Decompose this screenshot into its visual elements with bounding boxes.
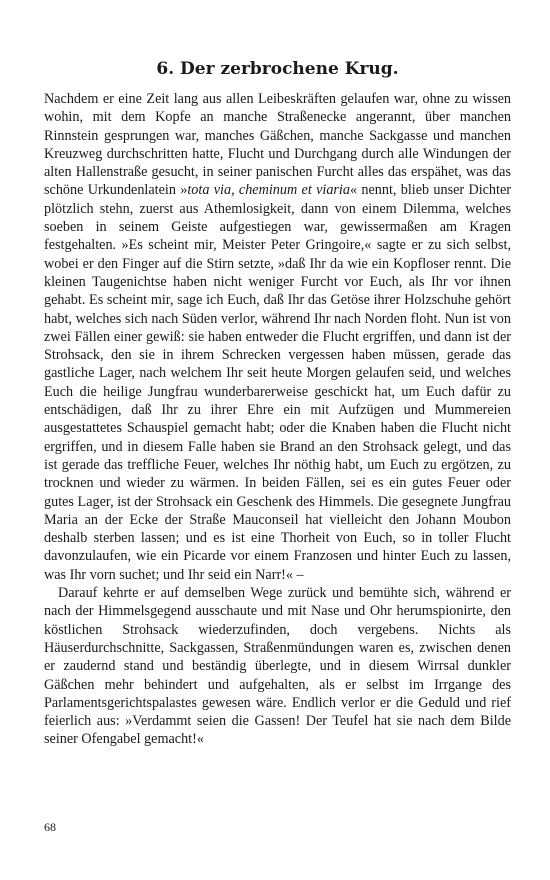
paragraph-1-text-b: « nennt, blieb unser Dichter plötzlich stehn, zuerst aus Athemlosigkeit, dann von einem Dilemma, welches soeben in seinem Geiste aufgestiegen war, gewissermaßen am Kragen festgehalten. »Es scheint mir, Meister Peter Gringoire,« sagte er zu sich selbst, wobei er den Finger auf die Stirn setzte, »daß Ihr da wie ein Kopfloser rennt. Die kleinen Taugenichtse haben nicht weniger Furcht vor Euch, als Ihr vor ihnen gehabt. Es scheint mir, sage ich Euch, daß Ihr das Getöse ihrer Holzschuhe gehört habt, welches sich nach Süden verlor, während Ihr nach Norden floht. Nun ist von zwei Fällen einer gewiß: sie haben entweder die Flucht ergriffen, und dann ist der Strohsack, den sie in ihrem Schrecken vergessen haben müssen, gerade das gastliche Lager, nach welchem Ihr seit heute Morgen gelaufen seid, und welches Euch die heilige Jungfrau wunderbarerweise geschickt hat, um Euch dafür zu entschädigen, daß Ihr zu ihrer Ehre ein mit Aufzügen und Mummereien ausgestattetes Schauspiel gemacht habt; oder die Knaben haben die Flucht nicht ergriffen, und in diesem Falle haben sie Brand an den Strohsack gelegt, und das ist gerade das treffliche Feuer, welches Ihr nöthig habt, um Euch zu ergötzen, zu trocknen und wieder zu wärmen. In beiden Fällen, sei es ein gutes Feuer oder gutes Lager, ist der Strohsack ein Geschenk des Himmels. Die gesegnete Jungfrau Maria an der Ecke der Straße Mauconseil hat vielleicht den Johann Moubon deshalb sterben lassen; und es ist eine Thorheit von Euch, so in toller Flucht davonzulaufen, wie ein Picarde vor einem Franzosen und hinter Euch zu lassen, was Ihr vorn suchet; und Ihr seid ein Narr!« –	[44, 182, 511, 583]
page-number: 68	[44, 820, 56, 834]
book-page	[44, 58, 511, 749]
paragraph-1-text-a: Nachdem er eine Zeit lang aus allen Leibeskräften gelaufen war, ohne zu wissen wohin, mit dem Kopfe an manche Straßenecke angerannt, über manchen Rinnstein gesprungen war, manches Gäßchen, manche Sackgasse und manchen Kreuzweg durchschritten hatte, Flucht und Durchgang durch alle Windungen der alten Hallenstraße gesucht, in seiner panischen Furcht alles das erspähet, was das schöne Urkundenlatein »	[44, 91, 511, 199]
chapter-title: 6. Der zerbrochene Krug.	[156, 59, 399, 79]
latin-phrase: tota via, cheminum et viaria	[187, 182, 350, 199]
paragraph-1	[44, 90, 511, 584]
paragraph-2: Darauf kehrte er auf demselben Wege zurück und bemühte sich, während er nach der Himmelsgegend ausschaute und mit Nase und Ohr herumspionirte, den köstlichen Strohsack wiederzufinden, doch vergebens. Nichts als Häuserdurchschnitte, Sackgassen, Straßenmündungen waren es, zwischen denen er zaudernd stand und beständig überlegte, und in diesem Wirrsal dunkler Gäßchen mehr behindert und aufgehalten, als er selbst im Irrgange des Parlamentsgerichtspalastes gewesen wäre. Endlich verlor er die Geduld und rief feierlich aus: »Verdammt seien die Gassen! Der Teufel hat sie nach dem Bilde seiner Ofengabel gemacht!«	[44, 585, 511, 748]
